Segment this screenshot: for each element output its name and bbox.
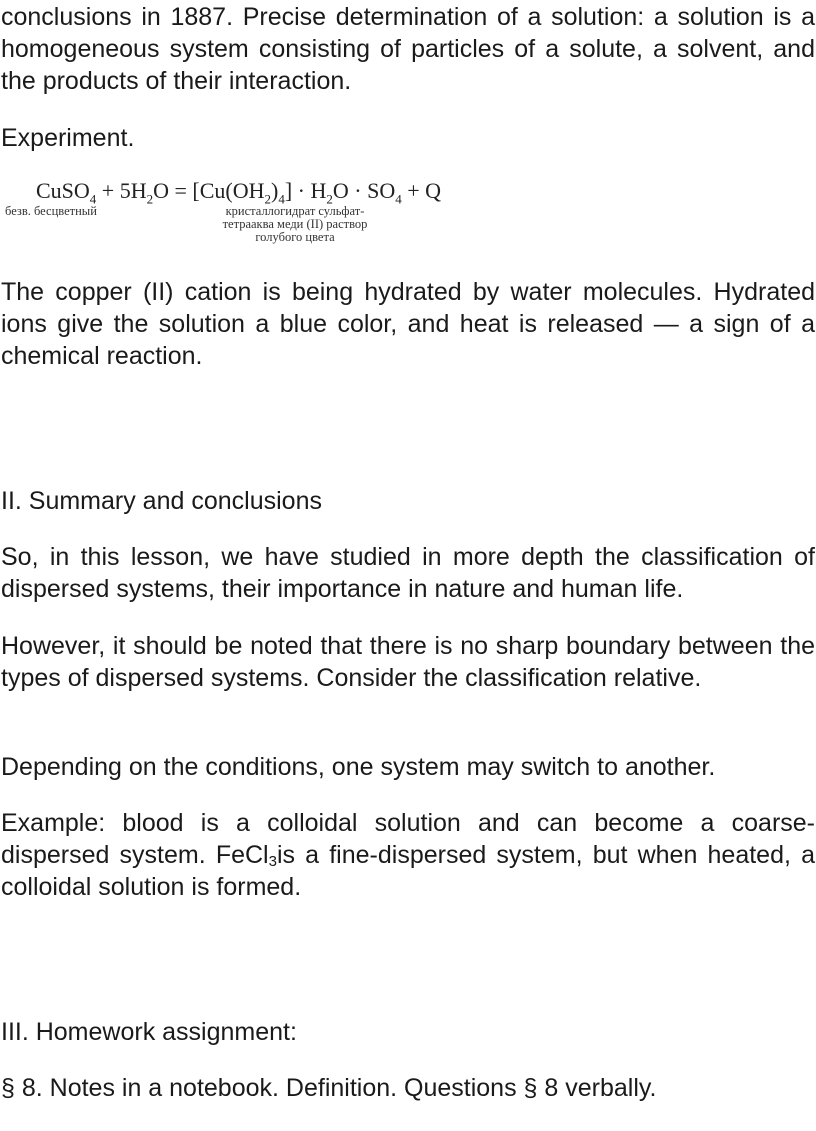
paragraph-copper-hydration: The copper (II) cation is being hydrated by water molecules. Hydrated ions give the solution a blue color, and heat is released — a sign of a chemical reaction. [1,278,815,370]
equation-note-crystal-hydrate: кристаллогидрат сульфат- тетрааква меди (II) раствор голубого цвета [222,204,368,244]
paragraph-solution-definition: conclusions in 1887. Precise determination of a solution: a solution is a homogeneous system consisting of particles of a solute, a solvent, and the products of their interaction. [1,3,815,95]
chemical-equation-image [0,170,480,260]
paragraph-homework-details: § 8. Notes in a notebook. Definition. Questions § 8 verbally. [1,1074,657,1102]
section-homework-heading: III. Homework assignment: [1,1018,297,1046]
paragraph-lesson-summary: So, in this lesson, we have studied in more depth the classification of dispersed systems, their importance in nature and human life. [1,543,815,603]
section-summary-heading: II. Summary and conclusions [1,487,322,515]
equation-note-anhydrous: безв. бесцветный [5,204,97,218]
paragraph-blood-example: Example: blood is a colloidal solution and can become a coarse-dispersed system. FeCl$_3$is a fine-dispersed system, but when heated, a colloidal solution is formed. [1,809,815,901]
paragraph-no-sharp-boundary: However, it should be noted that there is no sharp boundary between the types of dispersed systems. Consider the classification relative. [1,632,815,692]
experiment-heading: Experiment. [1,124,135,152]
paragraph-conditions-switch: Depending on the conditions, one system may switch to another. [1,753,716,781]
equation-formula: CuSO$_4$ + $5H_2O = [Cu(OH_2)_4] \cdot H_2O \cdot SO_4 + Q$ [36,178,442,207]
